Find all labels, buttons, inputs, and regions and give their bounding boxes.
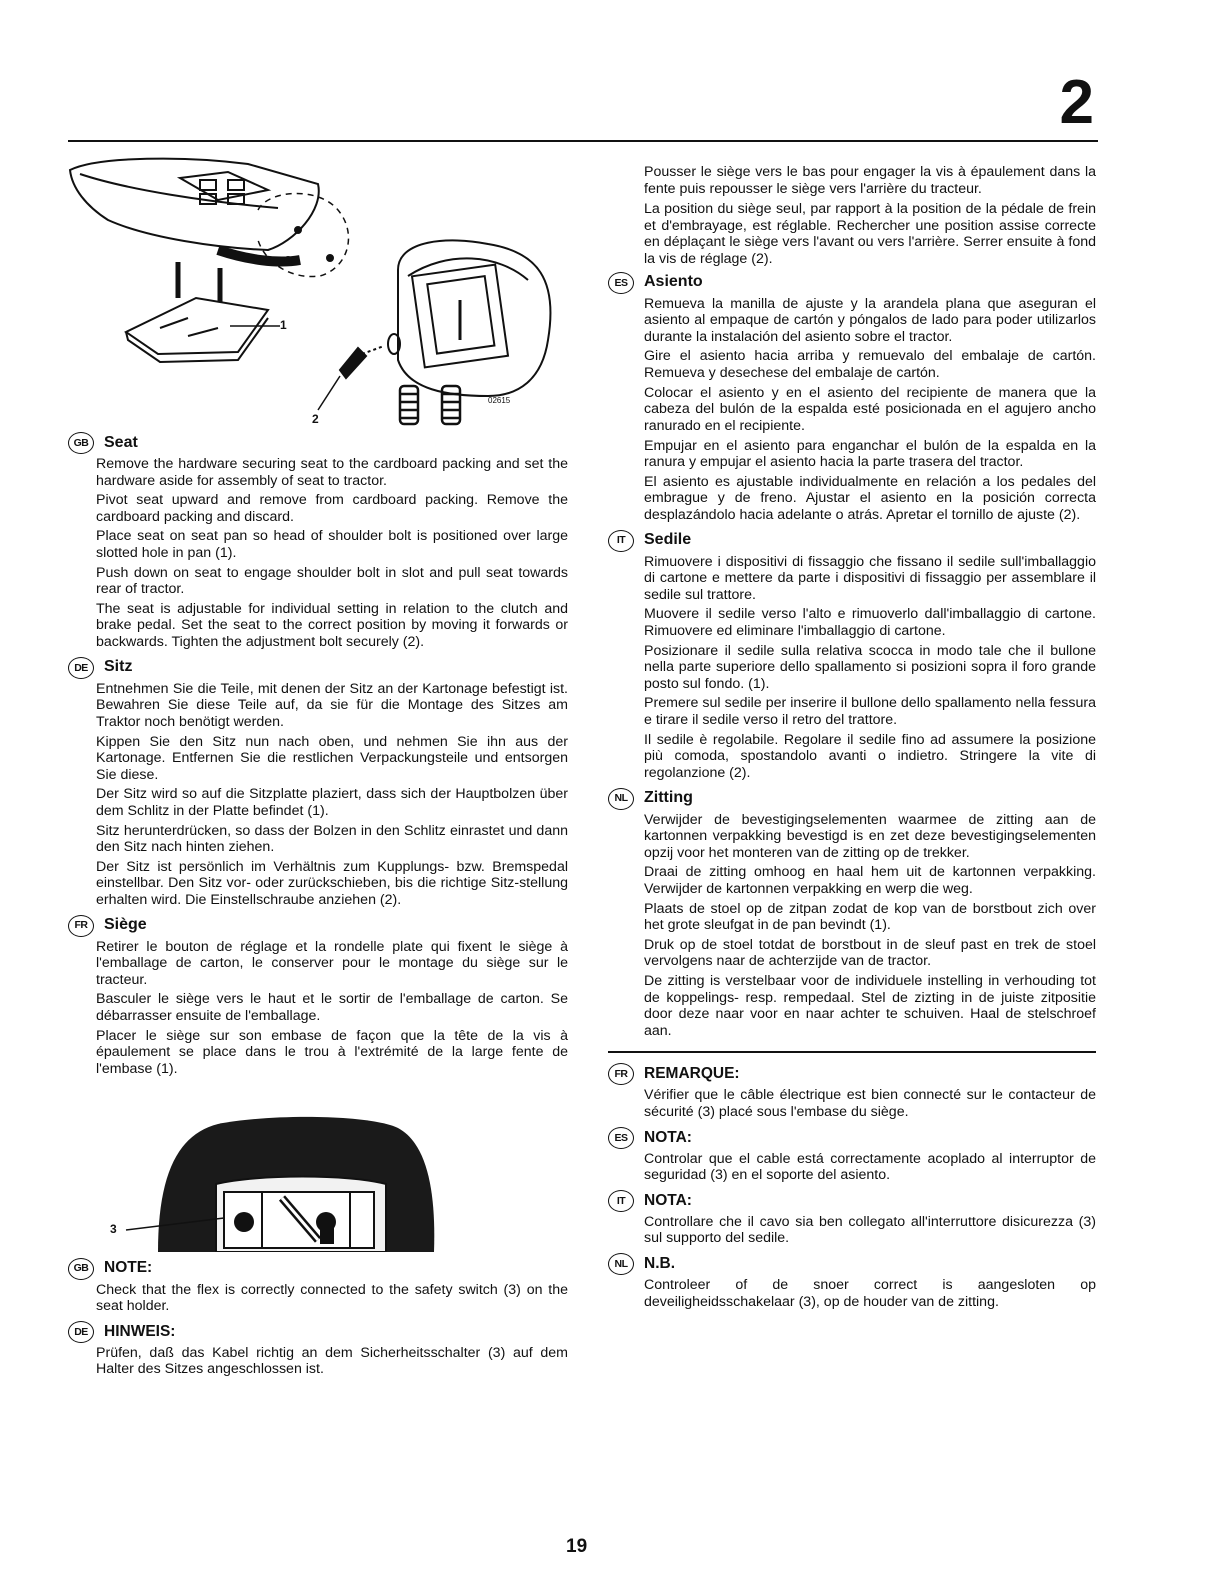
chapter-number: 2	[1059, 68, 1092, 137]
note-text: Controlar que el cable está correctamente acoplado al interruptor de seguridad (3) en el soporte del asiento.	[644, 1150, 1096, 1184]
page-number: 19	[566, 1536, 588, 1557]
figure-callout-3: 3	[110, 1221, 117, 1236]
note-heading	[608, 1127, 1096, 1149]
section-fr-siege	[68, 915, 568, 1078]
paragraph: Verwijder de bevestigingselementen waarmee de zitting aan de kartonnen verpakking bevestigd is en zet deze bevestigingselementen opzij voor het monteren van de zitting op de trekker.	[644, 811, 1096, 861]
note-nl	[608, 1253, 1096, 1310]
note-heading	[608, 1063, 1096, 1085]
section-heading	[68, 657, 568, 679]
section-nl-zitting	[608, 788, 1096, 1040]
language-badge-it: IT	[608, 530, 634, 552]
note-es	[608, 1127, 1096, 1184]
note-title: REMARQUE:	[644, 1065, 740, 1083]
section-it-sedile	[608, 530, 1096, 782]
paragraph: Entnehmen Sie die Teile, mit denen der Sitz an der Kartonage befestigt ist. Bewahren Sie diese Teile auf, da sie für die Montage des Sitzes am Traktor noch benötigt werden.	[96, 680, 568, 730]
safety-switch-illustration	[68, 1114, 568, 1252]
note-title: NOTA:	[644, 1128, 692, 1146]
paragraph: Rimuovere i dispositivi di fissaggio che fissano il sedile sull'imballaggio di cartone e mettere da parte i dispositivi di fissaggio per assemblare il sedile sul trattore.	[644, 553, 1096, 603]
language-badge-fr: FR	[608, 1063, 634, 1085]
language-badge-de: DE	[68, 657, 94, 679]
left-column	[68, 150, 568, 1384]
language-badge-gb: GB	[68, 1258, 94, 1280]
paragraph: Push down on seat to engage shoulder bolt in slot and pull seat towards rear of tractor.	[96, 564, 568, 598]
note-text: Controleer of de snoer correct is aangesloten op deveiligheidsschakelaar (3), op de houder van de zitting.	[644, 1277, 1096, 1310]
paragraph: Druk op de stoel totdat de borstbout in de sleuf past en trek de stoel vervolgens naar de achterzijde van de tractor.	[644, 936, 1096, 970]
section-heading	[608, 530, 1096, 552]
figure-code: 02615	[488, 396, 511, 405]
paragraph: Pivot seat upward and remove from cardboard packing. Remove the cardboard packing and discard.	[96, 492, 568, 525]
paragraph: Der Sitz wird so auf die Sitzplatte plaziert, dass sich der Hauptbolzen über dem Schlitz in der Platte befindet (1).	[96, 786, 568, 819]
paragraph: Sitz herunterdrücken, so dass der Bolzen in den Schlitz einrastet und dann den Sitz nach hinten ziehen.	[96, 822, 568, 856]
paragraph: La position du siège seul, par rapport à la position de la pédale de frein et d'embrayage, est réglable. Rechercher une position assise correcte en déplaçant le siège vers l'avant ou vers l'arrière. Serrer ensuite à fond la vis de réglage (2).	[644, 201, 1096, 268]
language-badge-de: DE	[68, 1321, 94, 1343]
note-text: Check that the flex is correctly connected to the safety switch (3) on the seat holder.	[96, 1281, 568, 1315]
paragraph: Gire el asiento hacia arriba y remuevalo del embalaje de cartón. Remueva y desechese del embalaje de cartón.	[644, 348, 1096, 382]
section-de-sitz	[68, 657, 568, 909]
section-heading	[608, 272, 1096, 294]
note-text: Controllare che il cavo sia ben collegato all'interruttore disicurezza (3) sul supporto del sedile.	[644, 1213, 1096, 1247]
section-title: Seat	[104, 433, 138, 451]
language-badge-es: ES	[608, 272, 634, 294]
note-heading	[68, 1258, 568, 1280]
paragraph: Retirer le bouton de réglage et la rondelle plate qui fixent le siège à l'emballage de carton, le conserver pour le montage du siège sur le tracteur.	[96, 938, 568, 988]
section-title: Siège	[104, 916, 147, 934]
paragraph: Il sedile è regolabile. Regolare il sedile fino ad assumere la posizione più comoda, spostandolo avanti o indietro. Stringere la vite di regolanzione (2).	[644, 731, 1096, 781]
paragraph: De zitting is verstelbaar voor de individuele instelling in verhouding tot de koppelings- resp. rempedaal. Stel de zizting in de juiste zitpositie door deze naar voor en naar achter te schuiven. Haal de stelschroef aan.	[644, 972, 1096, 1039]
paragraph: El asiento es ajustable individualmente en relación a los pedales del embrague y de freno. Ajustar el asiento en la posición correcta desplazándolo hacia adelante o atrás. Apretar el tornillo de ajuste (2).	[644, 473, 1096, 523]
paragraph: Premere sul sedile per inserire il bullone dello spallamento nella fessura e tirare il sedile verso il retro del trattore.	[644, 695, 1096, 729]
paragraph: Draai de zitting omhoog en haal hem uit de kartonnen verpakking. Verwijder de kartonnen verpakking en werp die weg.	[644, 864, 1096, 897]
section-title: Zitting	[644, 789, 693, 807]
note-de	[68, 1321, 568, 1378]
section-heading	[608, 788, 1096, 810]
note-heading	[608, 1253, 1096, 1275]
paragraph: Basculer le siège vers le haut et le sortir de l'emballage de carton. Se débarrasser ensuite de l'emballage.	[96, 991, 568, 1025]
language-badge-nl: NL	[608, 788, 634, 810]
paragraph: Placer le siège sur son embase de façon que la tête de la vis à épaulement se place dans le trou à l'extrémité de la large fente de l'embase (1).	[96, 1027, 568, 1077]
note-it	[608, 1190, 1096, 1247]
paragraph: Plaats de stoel op de zitpan zodat de kop van de borstbout zich over het grote sleufgat in de pan bevindt (1).	[644, 900, 1096, 934]
paragraph: Pousser le siège vers le bas pour engager la vis à épaulement dans la fente puis repousser le siège vers l'arrière du tracteur.	[644, 164, 1096, 197]
paragraph: The seat is adjustable for individual setting in relation to the clutch and brake pedal. Set the seat to the correct position by moving it forwards or backwards. Tighten the adjustment bolt securely (2).	[96, 600, 568, 651]
section-heading	[68, 915, 568, 937]
section-es-asiento	[608, 272, 1096, 524]
note-gb	[68, 1258, 568, 1315]
note-heading	[608, 1190, 1096, 1212]
right-column	[608, 164, 1096, 1316]
note-title: N.B.	[644, 1255, 675, 1273]
language-badge-nl: NL	[608, 1253, 634, 1275]
header-rule	[68, 140, 1098, 142]
paragraph: Colocar el asiento y en el asiento del recipiente de manera que la cabeza del bulón de la espalda esté posicionada en el agujero ancho ranurado en el recipiente.	[644, 384, 1096, 434]
language-badge-es: ES	[608, 1127, 634, 1149]
paragraph: Kippen Sie den Sitz nun nach oben, und nehmen Sie ihn aus der Kartonage. Entfernen Sie die restlichen Verpackungsteile und entsorgen Sie diese.	[96, 733, 568, 783]
language-badge-it: IT	[608, 1190, 634, 1212]
paragraph: Remueva la manilla de ajuste y la arandela plana que aseguran el asiento al empaque de cartón y póngalos de lado para poder utilizarlos durante la instalación del asiento sobre el tractor.	[644, 295, 1096, 345]
note-title: NOTE:	[104, 1259, 153, 1277]
paragraph: Posizionare il sedile sulla relativa scocca in modo tale che il bullone nella parte superiore dello spallamento si posizioni sopra il foro grande posto sul fondo. (1).	[644, 642, 1096, 692]
note-fr	[608, 1063, 1096, 1120]
seat-assembly-illustration	[68, 150, 568, 428]
figure-callout-1: 1	[280, 318, 287, 332]
paragraph: Der Sitz ist persönlich im Verhältnis zum Kupplungs- bzw. Bremspedal einstellbar. Den Sitz vor- oder zurückschieben, bis die richtige Sitz-stellung erhalten wird. Die Einstellschraube anziehen (2).	[96, 858, 568, 909]
section-title: Sedile	[644, 531, 692, 549]
safety-switch-figure	[68, 1114, 568, 1252]
paragraph: Remove the hardware securing seat to the cardboard packing and set the hardware aside for assembly of seat to tractor.	[96, 456, 568, 489]
fr-continuation	[608, 164, 1096, 268]
note-heading	[68, 1321, 568, 1343]
note-title: HINWEIS:	[104, 1322, 176, 1340]
section-title: Sitz	[104, 658, 133, 676]
language-badge-fr: FR	[68, 915, 94, 937]
note-text: Vérifier que le câble électrique est bien connecté sur le contacteur de sécurité (3) placé sous l'embase du siège.	[644, 1087, 1096, 1121]
language-badge-gb: GB	[68, 432, 94, 454]
section-gb-seat	[68, 432, 568, 651]
note-text: Prüfen, daß das Kabel richtig an dem Sicherheitsschalter (3) auf dem Halter des Sitzes angeschlossen ist.	[96, 1344, 568, 1378]
paragraph: Place seat on seat pan so head of shoulder bolt is positioned over large slotted hole in pan (1).	[96, 528, 568, 562]
seat-assembly-figure	[68, 150, 568, 428]
figure-callout-2: 2	[312, 412, 319, 426]
section-heading	[68, 432, 568, 454]
note-title: NOTA:	[644, 1191, 692, 1209]
notes-divider	[608, 1051, 1096, 1053]
paragraph: Empujar en el asiento para enganchar el bulón de la espalda en la ranura y empujar el asiento hacia la parte trasera del tractor.	[644, 437, 1096, 471]
section-title: Asiento	[644, 273, 703, 291]
paragraph: Muovere il sedile verso l'alto e rimuoverlo dall'imballaggio di cartone. Rimuovere ed eliminare l'imballaggio di cartone.	[644, 606, 1096, 640]
